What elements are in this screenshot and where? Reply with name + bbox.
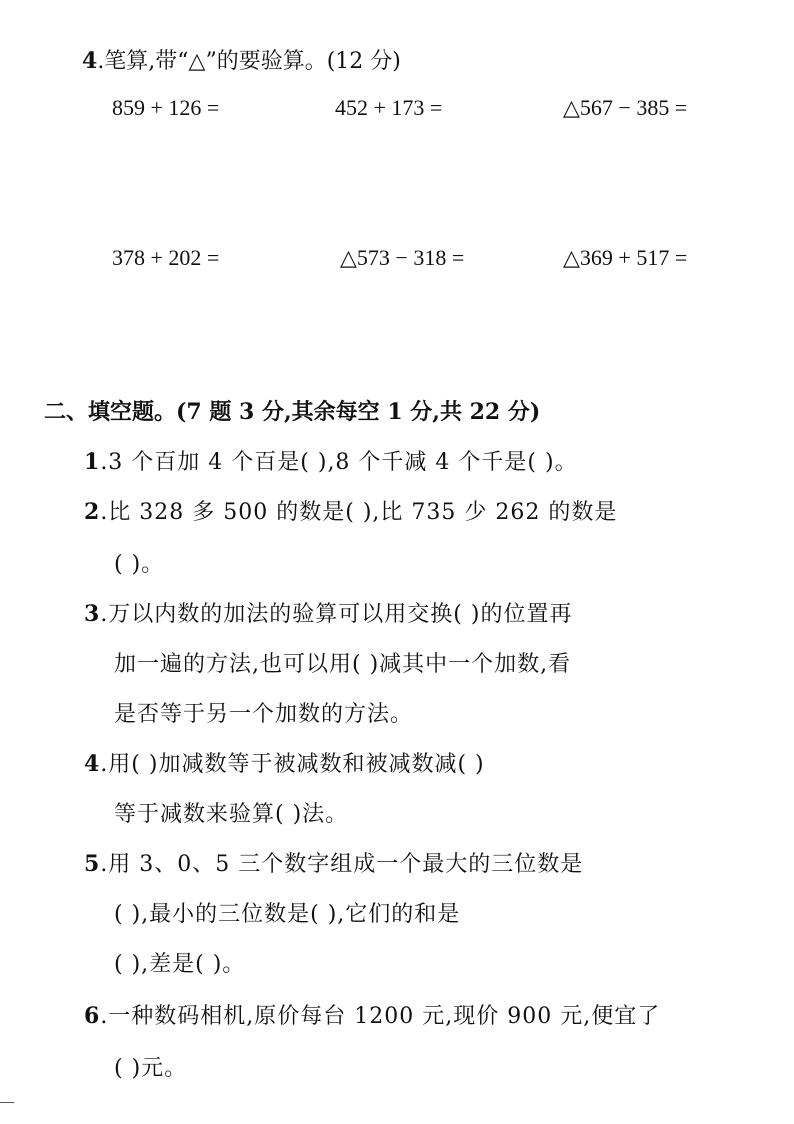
question-title: .笔算,带“△”的要验算。(12 分) — [97, 49, 401, 74]
item-text: .用( )加减数等于被减数和被减数减( ) — [100, 752, 485, 777]
item-number: 5 — [84, 851, 101, 877]
item-text: .万以内数的加法的验算可以用交换( )的位置再 — [100, 602, 573, 627]
section-heading: 二、填空题。(7 题 3 分,其余每空 1 分,共 22 分) — [44, 399, 541, 425]
fill-item-3 — [84, 597, 572, 628]
item-text-continued: ( )。 — [114, 552, 165, 577]
item-text: .比 328 多 500 的数是( ),比 735 少 262 的数是 — [100, 500, 618, 525]
page-edge-mark — [0, 1102, 14, 1103]
equation: △369 + 517 = — [563, 245, 688, 270]
item-text: .用 3、0、5 三个数字组成一个最大的三位数是 — [100, 852, 584, 877]
item-text-continued: 是否等于另一个加数的方法。 — [114, 702, 414, 727]
fill-item-4 — [84, 747, 485, 778]
fill-item-2 — [84, 495, 617, 526]
fill-item-6 — [84, 999, 660, 1030]
fill-item-5 — [84, 847, 583, 878]
fill-item-1 — [84, 445, 578, 476]
equation: 452 + 173 = — [335, 95, 443, 120]
item-text-continued: 等于减数来验算( )法。 — [114, 802, 349, 827]
item-text-continued: 加一遍的方法,也可以用( )减其中一个加数,看 — [114, 652, 572, 677]
item-text-continued: ( )元。 — [114, 1056, 188, 1081]
equation: 859 + 126 = — [112, 95, 220, 120]
item-text: .一种数码相机,原价每台 1200 元,现价 900 元,便宜了 — [100, 1004, 661, 1029]
item-number: 1 — [84, 449, 101, 475]
equation: △567 − 385 = — [563, 95, 688, 120]
question-number: 4 — [82, 48, 98, 74]
item-number: 6 — [84, 1003, 101, 1029]
item-number: 2 — [84, 499, 101, 525]
equation: 378 + 202 = — [112, 245, 220, 270]
item-text: .3 个百加 4 个百是( ),8 个千减 4 个千是( )。 — [100, 450, 578, 475]
item-text-continued: ( ),最小的三位数是( ),它们的和是 — [114, 902, 461, 927]
item-number: 4 — [84, 751, 101, 777]
item-number: 3 — [84, 601, 101, 627]
item-text-continued: ( ),差是( )。 — [114, 952, 246, 977]
equation: △573 − 318 = — [340, 245, 465, 270]
question-4-heading — [82, 44, 401, 75]
